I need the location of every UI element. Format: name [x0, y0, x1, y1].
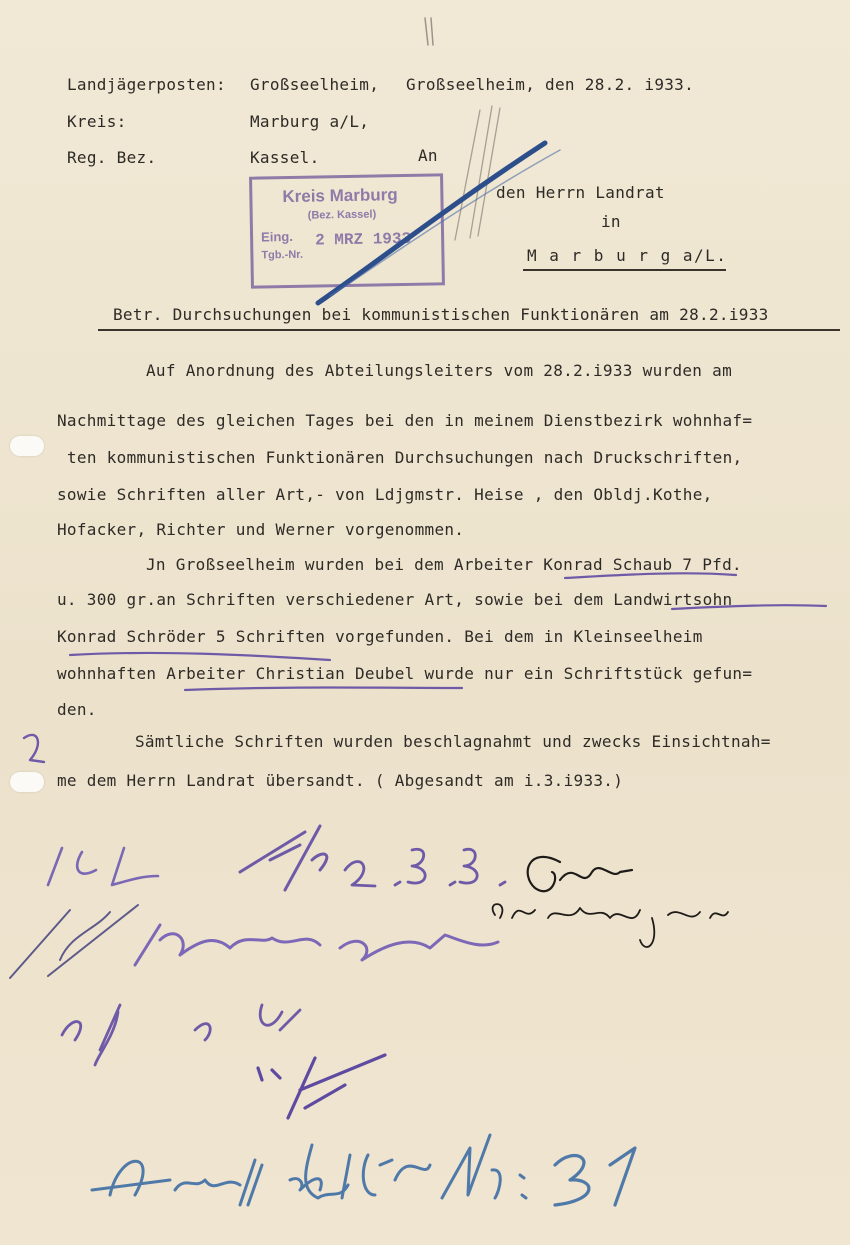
body-line: den.	[57, 700, 97, 719]
post-value: Großseelheim,	[250, 75, 380, 94]
pencil-note-icon	[48, 848, 158, 885]
underline-schroeder-icon	[70, 653, 330, 660]
stamp-subtitle: (Bez. Kassel)	[307, 208, 377, 222]
place-date: Großseelheim, den 28.2. i933.	[406, 75, 695, 94]
regbez-label: Reg. Bez.	[67, 148, 157, 167]
regbez-value: Kassel.	[250, 148, 320, 167]
pencil-abbrev-icon	[62, 1005, 300, 1065]
recipient-line-1: den Herrn Landrat	[496, 183, 665, 202]
signature-title-icon	[493, 904, 728, 947]
blue-note-word1-icon	[92, 1160, 321, 1205]
body-line: me dem Herrn Landrat übersandt. ( Abgesandt am i.3.i933.)	[57, 771, 624, 790]
pencil-slashes-icon	[10, 905, 138, 978]
subject-line: Betr. Durchsuchungen bei kommunistischen Funktionären am 28.2.i933	[113, 305, 769, 324]
body-line: sowie Schriften aller Art,- von Ldjgmstr. Heise , den Obldj.Kothe,	[57, 485, 713, 504]
pencil-mark-icon	[258, 1055, 385, 1118]
underline-deubel-icon	[185, 688, 462, 691]
blue-note-number-icon	[555, 1148, 635, 1205]
blue-crayon-stroke-icon	[318, 143, 545, 303]
pencil-initials-icon	[240, 826, 327, 890]
stamp-title: Kreis Marburg	[282, 185, 398, 207]
pencil-word-icon	[135, 925, 498, 965]
stamp-eing: Eing.	[260, 228, 293, 245]
signature-icon	[528, 857, 632, 891]
body-line: Konrad Schröder 5 Schriften vorgefunden. Bei dem in Kleinseelheim	[57, 627, 703, 646]
kreis-value: Marburg a/L,	[250, 112, 370, 131]
blue-note-word3-icon	[442, 1135, 526, 1198]
pencil-hatch-icon	[455, 106, 500, 240]
stamp-date: 2 MRZ 1933	[315, 229, 412, 250]
pencil-marks-icon	[425, 18, 433, 45]
body-line: Nachmittage des gleichen Tages bei den in meinem Dienstbezirk wohnhaf=	[57, 411, 753, 430]
body-line: Hofacker, Richter und Werner vorgenommen.	[57, 520, 465, 539]
body-line: ten kommunistischen Funktionären Durchsuchungen nach Druckschriften,	[67, 448, 743, 467]
body-line: wohnhaften Arbeiter Christian Deubel wurde nur ein Schriftstück gefun=	[57, 664, 753, 683]
blue-note-word2-icon	[306, 1145, 430, 1198]
stamp-tgb: Tgb.-Nr.	[261, 248, 304, 262]
body-line: Sämtliche Schriften wurden beschlagnahmt und zwecks Einsichtnah=	[135, 732, 771, 751]
recipient-city: M a r b u r g a/L.	[527, 246, 728, 265]
kreis-label: Kreis:	[67, 112, 127, 131]
post-label: Landjägerposten:	[67, 75, 226, 94]
body-line: u. 300 gr.an Schriften verschiedener Art, sowie bei dem Landwirtsohn	[57, 590, 733, 609]
body-line: Jn Großseelheim wurden bei dem Arbeiter Konrad Schaub 7 Pfd.	[146, 555, 742, 574]
underline-schaub-icon	[565, 573, 736, 578]
pencil-date-icon	[345, 849, 505, 886]
recipient-line-2: in	[601, 212, 621, 231]
underline-landwirtsohn-icon	[672, 605, 826, 609]
body-line: Auf Anordnung des Abteilungsleiters vom 28.2.i933 wurden am	[146, 361, 733, 380]
margin-number-icon	[24, 735, 44, 762]
an-label: An	[418, 146, 438, 165]
